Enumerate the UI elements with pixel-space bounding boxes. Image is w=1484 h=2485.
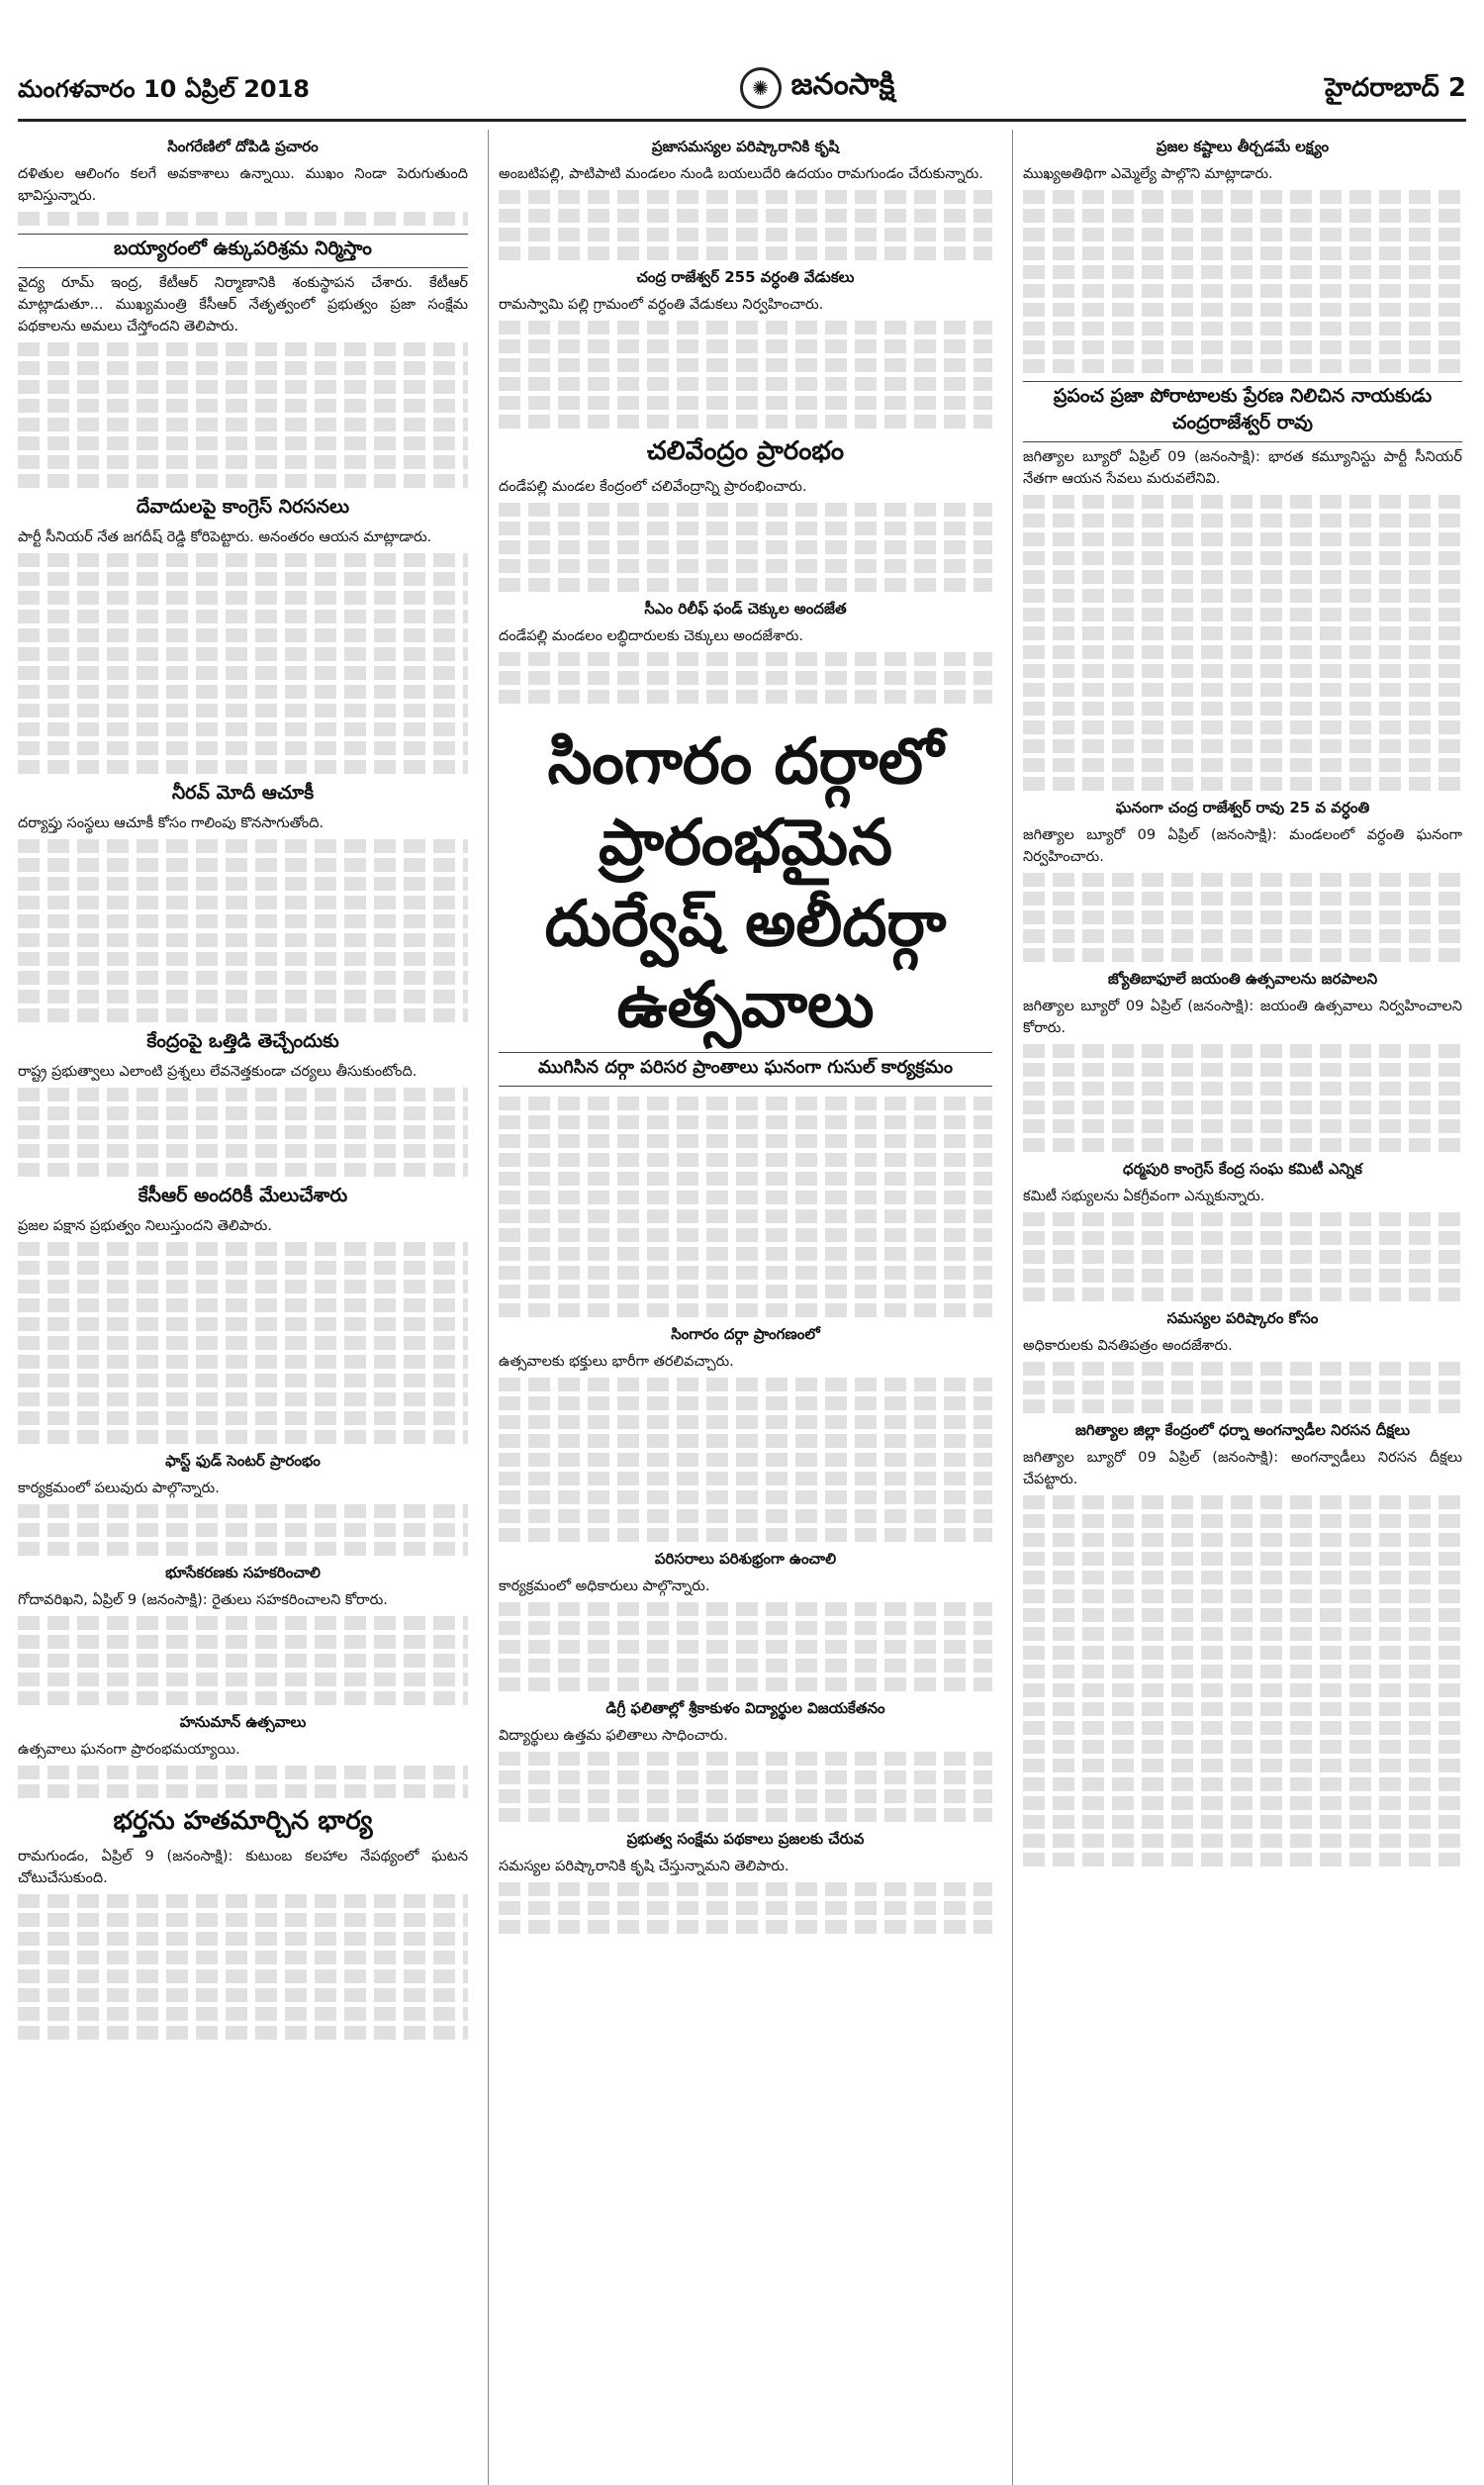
- article: [1023, 1309, 1462, 1357]
- article-headline: సీఎం రిలీఫ్ ఫండ్ చెక్కుల అందజేత: [644, 600, 847, 618]
- article-headline: చంద్ర రాజేశ్వర్ 255 వర్ధంతి వేడుకలు: [636, 268, 855, 286]
- article-body: దండేపల్లి మండల కేంద్రంలో చలివేంద్రాన్ని ప్రారంభించారు.: [499, 479, 807, 495]
- article-body: జగిత్యాల బ్యూరో 09 ఏప్రిల్ (జనంసాక్షి): మండలంలో వర్ధంతి ఘనంగా నిర్వహించారు.: [1023, 827, 1462, 865]
- article-headline: భర్తను హతమార్చిన భార్య: [113, 1806, 373, 1836]
- article-body: సమస్యల పరిష్కారానికి కృషి చేస్తున్నామని తెలిపారు.: [499, 1859, 789, 1874]
- feature-headline: సింగారం దర్గాలో ప్రారంభమైన దుర్వేష్ అలీదర్గా ఉత్సవాలు: [544, 725, 947, 1042]
- article-body: ముఖ్యఅతిథిగా ఎమ్మెల్యే పాల్గొని మాట్లాడారు.: [1023, 166, 1273, 182]
- article: [1023, 1421, 1462, 1490]
- article-headline: జ్యోతిబాఫూలే జయంతి ఉత్సవాలను జరపాలని: [1107, 970, 1378, 988]
- article: [499, 138, 992, 185]
- page-number: 2: [1447, 73, 1466, 103]
- logo-icon: ✺: [740, 67, 782, 109]
- article: [499, 1325, 992, 1373]
- article-body: రాష్ట్ర ప్రభుత్వాలు ఎలాంటి ప్రశ్నలు లేవనెత్తకుండా చర్యలు తీసుకుంటోంది.: [18, 1064, 417, 1080]
- article-headline: నీరవ్ మోదీ ఆచూకీ: [171, 782, 315, 804]
- article: [499, 436, 992, 498]
- article: [499, 268, 992, 316]
- article-headline: ప్రజాసమస్యల పరిష్కారానికి కృషి: [651, 138, 840, 155]
- article-headline: చలివేంద్రం ప్రారంభం: [646, 436, 845, 466]
- feature-subhead: ముగిసిన దర్గా పరిసర ప్రాంతాలు ఘనంగా గుసుల్ కార్యక్రమం: [499, 1052, 992, 1087]
- article: [18, 138, 468, 207]
- article-body: పార్టీ సీనియర్ నేత జగదీష్ రెడ్డి కోరిపెట్టారు. అనంతరం ఆయన మాట్లాడారు.: [18, 529, 432, 545]
- brand: [740, 67, 895, 109]
- article: [1023, 138, 1462, 185]
- article: [18, 1713, 468, 1761]
- article-body: దండేపల్లి మండలం లబ్ధిదారులకు చెక్కులు అందజేశారు.: [499, 628, 804, 644]
- article-headline: బయ్యారంలో ఉక్కుపరిశ్రమ నిర్మిస్తాం: [18, 234, 468, 268]
- article-headline: సింగారం దర్గా ప్రాంగణంలో: [671, 1325, 820, 1343]
- article-body: అంబటిపల్లి, పాటిపాటి మండలం నుండి బయలుదేరి ఉదయం రామగుండం చేరుకున్నారు.: [499, 166, 983, 182]
- column-right: [1012, 130, 1462, 2485]
- article: [499, 1550, 992, 1597]
- article-body: జగిత్యాల బ్యూరో 09 ఏప్రిల్ (జనంసాక్షి): జయంతి ఉత్సవాలు నిర్వహించాలని కోరారు.: [1023, 999, 1462, 1036]
- article: [18, 496, 468, 548]
- article-headline: సింగరేణిలో దోపిడి ప్రచారం: [167, 138, 319, 155]
- article-headline: డిగ్రీ ఫలితాల్లో శ్రీకాకుళం విద్యార్థుల విజయకేతనం: [605, 1699, 885, 1717]
- masthead: [18, 0, 1466, 122]
- article-headline: ప్రపంచ ప్రజా పోరాటాలకు ప్రేరణ నిలిచిన నాయకుడు చంద్రరాజేశ్వర్ రావు: [1023, 381, 1462, 442]
- article-headline: ఘనంగా చంద్ర రాజేశ్వర్ రావు 25 వ వర్ధంతి: [1115, 799, 1370, 816]
- article-body: ఉత్సవాలకు భక్తులు భారీగా తరలివచ్చారు.: [499, 1354, 734, 1370]
- article-headline: ఫాస్ట్ ఫుడ్ సెంటర్ ప్రారంభం: [165, 1452, 321, 1470]
- article-body: రామగుండం, ఏప్రిల్ 9 (జనంసాక్షి): కుటుంబ కలహాల నేపథ్యంలో ఘటన చోటుచేసుకుంది.: [18, 1849, 468, 1886]
- article-body: జగిత్యాల బ్యూరో ఏప్రిల్ 09 (జనంసాక్షి): భారత కమ్యూనిస్టు పార్టీ సీనియర్ నేతగా ఆయన సేవలు మరువలేనివి.: [1023, 449, 1462, 487]
- article-headline: దేవాదులపై కాంగ్రెస్ నిరసనలు: [136, 496, 350, 518]
- article-body: కార్యక్రమంలో అధికారులు పాల్గొన్నారు.: [499, 1578, 710, 1594]
- article-headline: ప్రభుత్వ సంక్షేమ పథకాలు ప్రజలకు చేరువ: [626, 1830, 865, 1848]
- article-body: జగిత్యాల బ్యూరో 09 ఏప్రిల్ (జనంసాక్షి): అంగన్వాడీలు నిరసన దీక్షలు చేపట్టారు.: [1023, 1450, 1462, 1487]
- brand-name: జనంసాక్షి: [790, 67, 895, 102]
- article-body: ప్రజల పక్షాన ప్రభుత్వం నిలుస్తుందని తెలిపారు.: [18, 1218, 272, 1234]
- article-body: కార్యక్రమంలో పలువురు పాల్గొన్నారు.: [18, 1481, 220, 1496]
- article: [499, 1830, 992, 1877]
- edition-name: హైదరాబాద్: [1325, 73, 1439, 103]
- article-body: గోదావరిఖని, ఏప్రిల్ 9 (జనంసాక్షి): రైతులు సహకరించాలని కోరారు.: [18, 1592, 388, 1608]
- article: [18, 1452, 468, 1499]
- article-body: విద్యార్థులు ఉత్తమ ఫలితాలు సాధించారు.: [499, 1728, 728, 1744]
- article-headline: పరిసరాలు పరిశుభ్రంగా ఉంచాలి: [654, 1550, 837, 1568]
- article: [18, 234, 468, 337]
- article-headline: ప్రజల కష్టాలు తీర్చడమే లక్ష్యం: [1156, 138, 1330, 155]
- article: [18, 1185, 468, 1237]
- article: [1023, 970, 1462, 1039]
- article: [18, 1030, 468, 1083]
- article-body: దర్యాప్తు సంస్థలు ఆచూకీ కోసం గాలింపు కొనసాగుతోంది.: [18, 815, 325, 831]
- article: [18, 1806, 468, 1889]
- article-body: దళితుల ఆలింగం కలగే అవకాశాలు ఉన్నాయి. ముఖం నిండా పెరుగుతుంది భావిస్తున్నారు.: [18, 166, 468, 204]
- column-left: [18, 130, 468, 2485]
- article-headline: హనుమాన్ ఉత్సవాలు: [179, 1713, 307, 1731]
- article-body: కమిటీ సభ్యులను ఏకగ్రీవంగా ఎన్నుకున్నారు.: [1023, 1189, 1265, 1204]
- article-headline: సమస్యల పరిష్కారం కోసం: [1166, 1309, 1319, 1327]
- column-center: [488, 130, 992, 2485]
- article: [499, 1699, 992, 1747]
- edition: [1325, 73, 1466, 109]
- article-body: ఉత్సవాలు ఘనంగా ప్రారంభమయ్యాయి.: [18, 1742, 240, 1758]
- article: [18, 782, 468, 834]
- article: [1023, 381, 1462, 490]
- article-headline: కేంద్రంపై ఒత్తిడి తెచ్చేందుకు: [146, 1030, 339, 1052]
- article: [499, 600, 992, 647]
- article: [18, 1564, 468, 1611]
- issue-date: మంగళవారం 10 ఏప్రిల్ 2018: [18, 75, 310, 103]
- columns: [18, 130, 1466, 2485]
- article: [1023, 1160, 1462, 1207]
- article-headline: భూసేకరణకు సహకరించాలి: [165, 1564, 321, 1581]
- article-headline: కేసీఆర్ అందరికీ మేలుచేశారు: [138, 1185, 348, 1206]
- article: [1023, 799, 1462, 868]
- article-body: అధికారులకు వినతిపత్రం అందజేశారు.: [1023, 1338, 1233, 1354]
- article-headline: ధర్మపురి కాంగ్రెస్ కేంద్ర సంఘ కమిటీ ఎన్నిక: [1123, 1160, 1362, 1178]
- article-body: వైద్య రూమ్ ఇంద్ర, కేటీఆర్ నిర్మాణానికి శంకుస్థాపన చేశారు. కేటీఆర్ మాట్లాడుతూ... ముఖ్యమంత్రి కేసీఆర్ నేతృత్వంలో ప్రభుత్వం ప్రజా సంక్షేమ పథకాలను అమలు చేస్తోందని తెలిపారు.: [18, 275, 468, 335]
- article-body: రామస్వామి పల్లి గ్రామంలో వర్ధంతి వేడుకలు నిర్వహించారు.: [499, 297, 824, 313]
- article-headline: జగిత్యాల జిల్లా కేంద్రంలో ధర్నా అంగన్వాడీల నిరసన దీక్షలు: [1074, 1421, 1411, 1439]
